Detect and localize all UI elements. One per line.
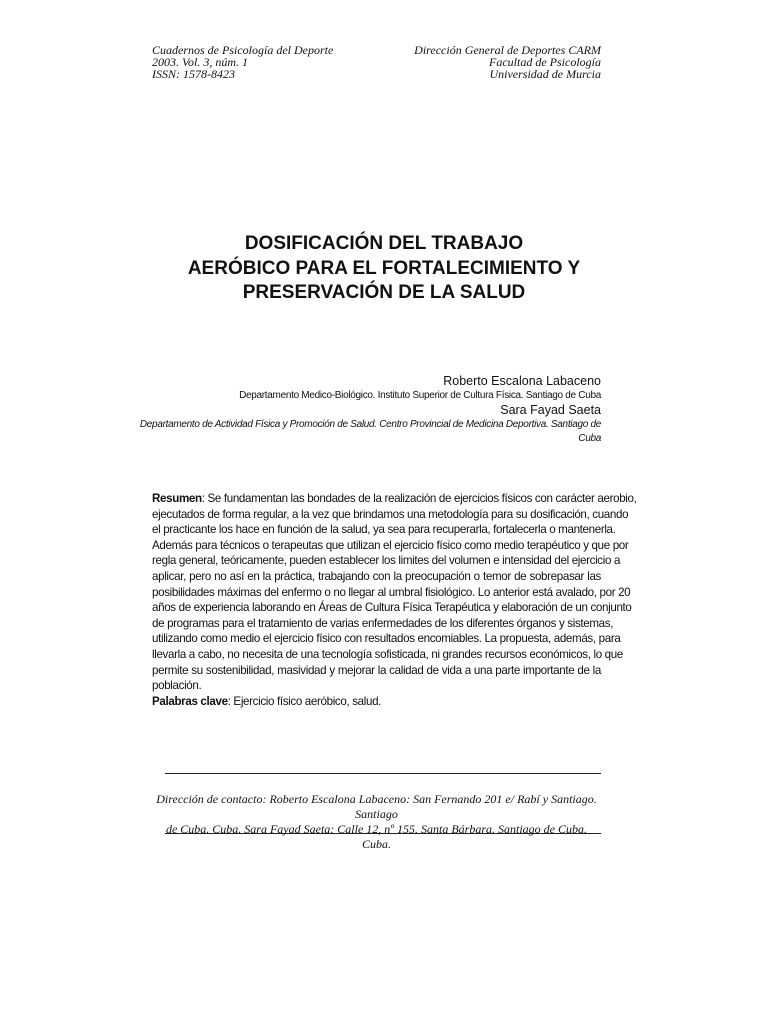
journal-issn: ISSN: 1578-8423: [152, 67, 235, 81]
author-affiliation: Cuba: [578, 433, 601, 444]
contact-info: [152, 792, 601, 852]
contact-line: de Cuba. Cuba. Sara Fayad Saeta: Calle 12, nº 155. Santa Bárbara. Santiago de Cuba. Cuba.: [165, 822, 588, 851]
abstract-label: Resumen: [152, 492, 202, 505]
journal-info: [152, 44, 333, 80]
abstract-line: el practicante los hace en función de la salud, ya sea para recuperarla, fortalecerla o mantenerla.: [152, 523, 616, 537]
contact-line: Dirección de contacto: Roberto Escalona Labaceno: San Fernando 201 e/ Rabí y Santiago. Santiago: [156, 792, 597, 821]
title-line: DOSIFICACIÓN DEL TRABAJO: [244, 233, 524, 254]
abstract: [152, 491, 637, 709]
abstract-line: de programas para el tratamiento de varias enfermedades de los diferentes órganos y sistemas,: [152, 616, 614, 630]
journal-name: Cuadernos de Psicología del Deporte: [152, 43, 334, 57]
institution-line: Dirección General de Deportes CARM: [414, 43, 601, 57]
abstract-line: población.: [152, 679, 202, 693]
divider: [165, 833, 601, 834]
author-affiliation: Departamento de Actividad Física y Promoción de Salud. Centro Provincial de Medicina Deportiva. Santiago de: [139, 419, 601, 430]
abstract-line: permite su sostenibilidad, masividad y mejorar la calidad de vida a una parte importante de la: [152, 663, 601, 677]
keywords-text: : Ejercicio físico aeróbico, salud.: [227, 694, 382, 708]
abstract-line: Además para técnicos o terapeutas que utilizan el ejercicio físico como medio terapéutico y que por: [152, 538, 629, 552]
author-affiliation: Departamento Medico-Biológico. Instituto Superior de Cultura Física. Santiago de Cuba: [239, 390, 601, 401]
abstract-line: : Se fundamentan las bondades de la realización de ejercicios físicos con carácter aerobio,: [201, 492, 637, 505]
keywords: [152, 694, 601, 710]
title-line: PRESERVACIÓN DE LA SALUD: [242, 282, 526, 303]
author-name: Roberto Escalona Labaceno: [443, 374, 601, 388]
institution-line: Universidad de Murcia: [489, 67, 601, 81]
keywords-label: Palabras clave: [152, 694, 228, 708]
abstract-line: posibilidades máximas del enfermo o no llegar al umbral fisiológico. Lo anterior está avalado, por 20: [152, 585, 631, 599]
institution-info: [414, 44, 601, 80]
institution-line: Facultad de Psicología: [489, 55, 601, 69]
author-name: Sara Fayad Saeta: [500, 403, 601, 417]
title-line: AERÓBICO PARA EL FORTALECIMIENTO Y: [187, 257, 581, 279]
article-title: [0, 232, 768, 306]
journal-volume: 2003. Vol. 3, núm. 1: [152, 55, 248, 69]
abstract-line: aplicar, pero no así en la práctica, trabajando con la preocupación o temor de sobrepasar las: [152, 569, 601, 583]
abstract-line: años de experiencia laborando en Áreas de Cultura Física Terapéutica y elaboración de un conjunto: [152, 601, 632, 615]
divider: [165, 773, 601, 774]
abstract-line: llevarla a cabo, no necesita de una tecnología sofisticada, ni grandes recursos económicos, lo que: [152, 647, 623, 661]
abstract-line: ejecutados de forma regular, a la vez que brindamos una metodología para su dosificación, cuando: [152, 507, 629, 521]
abstract-line: utilizando como medio el ejercicio físico con resultados encomiables. La propuesta, además, para: [152, 632, 621, 646]
abstract-line: regla general, teóricamente, pueden establecer los limites del volumen e intensidad del ejercicio a: [152, 554, 621, 568]
